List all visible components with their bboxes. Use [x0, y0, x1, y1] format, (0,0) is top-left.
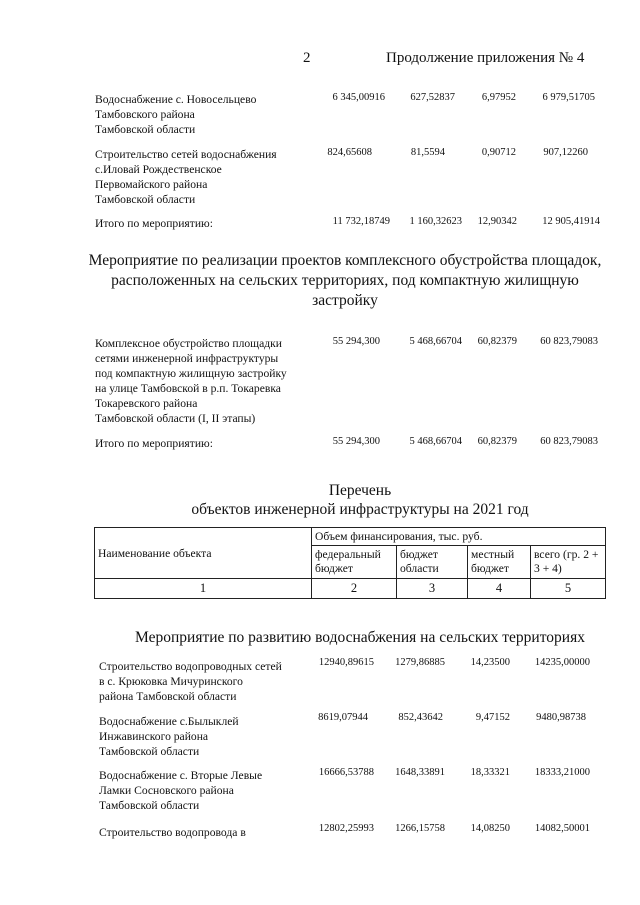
list-item: Водоснабжение с. Новосельцево Тамбовского района Тамбовской области [95, 93, 257, 136]
cell-total: 6 979,51705 [542, 92, 595, 103]
cell-federal: 6 345,00916 [332, 92, 385, 103]
page-number: 2 [303, 50, 311, 66]
cell-total: 14235,00000 [534, 657, 590, 668]
cell-regional: 852,43642 [398, 712, 443, 723]
cell-local: 14,08250 [470, 823, 510, 834]
total-regional: 5 468,66704 [409, 436, 462, 447]
cell-total: 907,12260 [543, 147, 588, 158]
cell-local: 6,97952 [481, 92, 516, 103]
list-item: Строительство сетей водоснабжения с.Иловай Рождественское Первомайского района Тамбовской области [95, 148, 277, 206]
continuation-label: Продолжение приложения № 4 [386, 50, 585, 66]
cell-regional: 627,52837 [410, 92, 455, 103]
total-label: Итого по мероприятию: [95, 437, 213, 450]
total-local: 12,90342 [477, 216, 517, 227]
list-item: Строительство водопровода в [99, 826, 246, 839]
total-federal: 11 732,18749 [332, 216, 390, 227]
cell-federal: 16666,53788 [318, 767, 374, 778]
column-number: 2 [312, 579, 397, 599]
column-header-name: Наименование объекта [95, 528, 312, 579]
column-header-local: местный бюджет [468, 546, 531, 579]
cell-federal: 55 294,300 [332, 336, 380, 347]
cell-regional: 1648,33891 [395, 767, 445, 778]
cell-federal: 12802,25993 [318, 823, 374, 834]
cell-federal: 8619,07944 [318, 712, 368, 723]
cell-regional: 5 468,66704 [409, 336, 462, 347]
column-number: 4 [468, 579, 531, 599]
total-total: 12 905,41914 [542, 216, 600, 227]
cell-regional: 81,5594 [410, 147, 445, 158]
cell-federal: 12940,89615 [318, 657, 374, 668]
list-item: Строительство водопроводных сетей в с. Крюковка Мичуринского района Тамбовской области [99, 660, 282, 703]
cell-local: 0,90712 [481, 147, 516, 158]
column-header-regional: бюджет области [397, 546, 468, 579]
column-group-header: Объем финансирования, тыс. руб. [312, 528, 606, 546]
total-total: 60 823,79083 [540, 436, 598, 447]
column-header-total: всего (гр. 2 + 3 + 4) [531, 546, 606, 579]
total-federal: 55 294,300 [332, 436, 380, 447]
cell-local: 18,33321 [470, 767, 510, 778]
cell-regional: 1266,15758 [395, 823, 445, 834]
financing-table-header [94, 527, 606, 599]
cell-local: 14,23500 [470, 657, 510, 668]
list-item: Водоснабжение с.Былыклей Инжавинского района Тамбовской области [99, 715, 239, 758]
total-regional: 1 160,32623 [409, 216, 462, 227]
list-item: Водоснабжение с. Вторые Левые Ламки Сосновского района Тамбовской области [99, 769, 263, 812]
cell-local: 9,47152 [475, 712, 510, 723]
total-label: Итого по мероприятию: [95, 217, 213, 230]
cell-local: 60,82379 [477, 336, 517, 347]
cell-total: 18333,21000 [534, 767, 590, 778]
column-header-federal: федеральный бюджет [312, 546, 397, 579]
column-number: 3 [397, 579, 468, 599]
column-number: 1 [95, 579, 312, 599]
list-title: Перечень объектов инженерной инфраструктуры на 2021 год [191, 482, 529, 518]
cell-regional: 1279,86885 [395, 657, 445, 668]
section-heading: Мероприятие по реализации проектов комплексного обустройства площадок, расположенных на сельских территориях, под компактную жилищную застройку [88, 252, 602, 309]
cell-federal: 824,65608 [327, 147, 372, 158]
section-heading: Мероприятие по развитию водоснабжения на сельских территориях [135, 629, 585, 646]
cell-total: 9480,98738 [536, 712, 586, 723]
cell-total: 60 823,79083 [540, 336, 598, 347]
cell-total: 14082,50001 [534, 823, 590, 834]
total-local: 60,82379 [477, 436, 517, 447]
column-number: 5 [531, 579, 606, 599]
list-item: Комплексное обустройство площадки сетями инженерной инфраструктуры под компактную жилищную застройку на улице Тамбовской в р.п. Токаревка Токаревского района Тамбовской области (I, II этапы) [95, 337, 287, 425]
